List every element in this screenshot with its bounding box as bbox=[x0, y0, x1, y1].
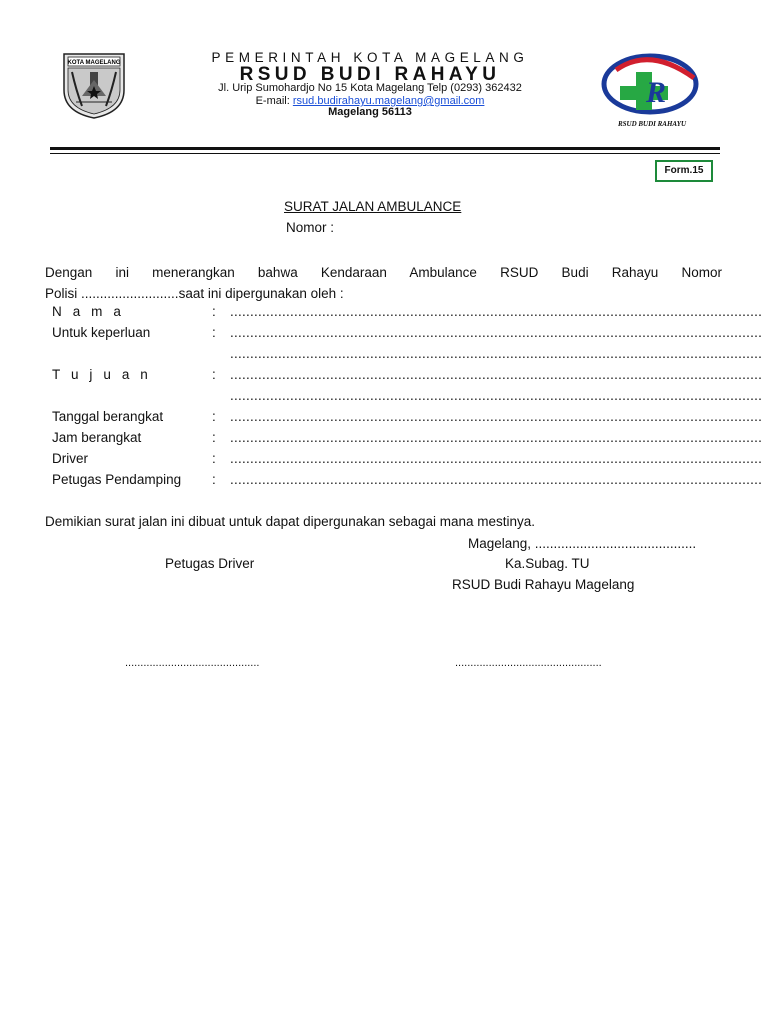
field-blank-keperluan-2[interactable]: ..................................................................................................................................... bbox=[230, 346, 763, 361]
field-blank-driver[interactable]: ..................................................................................................................................... bbox=[230, 451, 763, 466]
field-label-keperluan: Untuk keperluan bbox=[52, 325, 151, 340]
hospital-address: Jl. Urip Sumohardjo No 15 Kota Magelang Telp (0293) 362432 bbox=[218, 82, 522, 94]
signature-right-blank[interactable]: ................................................ bbox=[455, 657, 602, 669]
field-colon: : bbox=[212, 430, 216, 445]
city-postal: Magelang 56113 bbox=[328, 106, 412, 118]
signature-left-title: Petugas Driver bbox=[165, 556, 255, 571]
field-label-nama: N a m a bbox=[52, 304, 125, 319]
email-link[interactable]: rsud.budirahayu.magelang@gmail.com bbox=[292, 95, 485, 107]
field-label-tujuan: T u j u a n bbox=[52, 367, 152, 382]
license-plate-blank[interactable]: .......................... bbox=[81, 286, 179, 301]
field-blank-nama[interactable]: ..................................................................................................................................... bbox=[230, 304, 763, 319]
intro-line-2 bbox=[45, 283, 722, 304]
signature-left-blank[interactable]: ............................................ bbox=[125, 657, 260, 669]
signature-city-date[interactable]: Magelang, ........................................... bbox=[468, 536, 697, 551]
field-label-jam: Jam berangkat bbox=[52, 430, 142, 445]
svg-text:KOTA MAGELANG: KOTA MAGELANG bbox=[67, 60, 121, 66]
email-label: E-mail: bbox=[255, 95, 290, 107]
intro-polisi-label: Polisi bbox=[45, 286, 78, 301]
svg-text:R: R bbox=[646, 76, 667, 109]
signature-right-title: Ka.Subag. TU bbox=[505, 556, 590, 571]
intro-paragraph bbox=[45, 262, 722, 304]
field-blank-tanggal[interactable]: ..................................................................................................................................... bbox=[230, 409, 763, 424]
field-colon: : bbox=[212, 304, 216, 319]
document-number-label: Nomor : bbox=[286, 220, 335, 235]
intro-line-2-suffix: saat ini dipergunakan oleh : bbox=[178, 286, 344, 301]
field-label-tanggal: Tanggal berangkat bbox=[52, 409, 164, 424]
document-title: SURAT JALAN AMBULANCE bbox=[284, 199, 462, 214]
field-colon: : bbox=[212, 325, 216, 340]
header-rule-thin bbox=[50, 153, 720, 154]
field-colon: : bbox=[212, 472, 216, 487]
field-blank-pendamping[interactable]: ..................................................................................................................................... bbox=[230, 472, 763, 487]
field-blank-tujuan-2[interactable]: ..................................................................................................................................... bbox=[230, 388, 763, 403]
government-name: PEMERINTAH KOTA MAGELANG bbox=[211, 50, 529, 65]
field-label-pendamping: Petugas Pendamping bbox=[52, 472, 182, 487]
signature-right-org: RSUD Budi Rahayu Magelang bbox=[452, 577, 635, 592]
header-rule-thick bbox=[50, 147, 720, 150]
kota-magelang-emblem bbox=[60, 50, 128, 120]
field-blank-keperluan[interactable]: ..................................................................................................................................... bbox=[230, 325, 763, 340]
field-colon: : bbox=[212, 409, 216, 424]
form-code-badge: Form.15 bbox=[655, 160, 713, 182]
svg-text:RSUD BUDI RAHAYU: RSUD BUDI RAHAYU bbox=[617, 120, 687, 128]
intro-line-1: Dengan ini menerangkan bahwa Kendaraan Ambulance RSUD Budi Rahayu Nomor bbox=[45, 265, 722, 280]
field-label-driver: Driver bbox=[52, 451, 88, 466]
field-colon: : bbox=[212, 451, 216, 466]
rsud-budi-rahayu-logo bbox=[598, 48, 706, 132]
field-blank-tujuan[interactable]: ..................................................................................................................................... bbox=[230, 367, 763, 382]
field-colon: : bbox=[212, 367, 216, 382]
hospital-name: RSUD BUDI RAHAYU bbox=[239, 64, 501, 85]
closing-statement: Demikian surat jalan ini dibuat untuk dapat dipergunakan sebagai mana mestinya. bbox=[45, 514, 536, 529]
field-blank-jam[interactable]: ..................................................................................................................................... bbox=[230, 430, 763, 445]
